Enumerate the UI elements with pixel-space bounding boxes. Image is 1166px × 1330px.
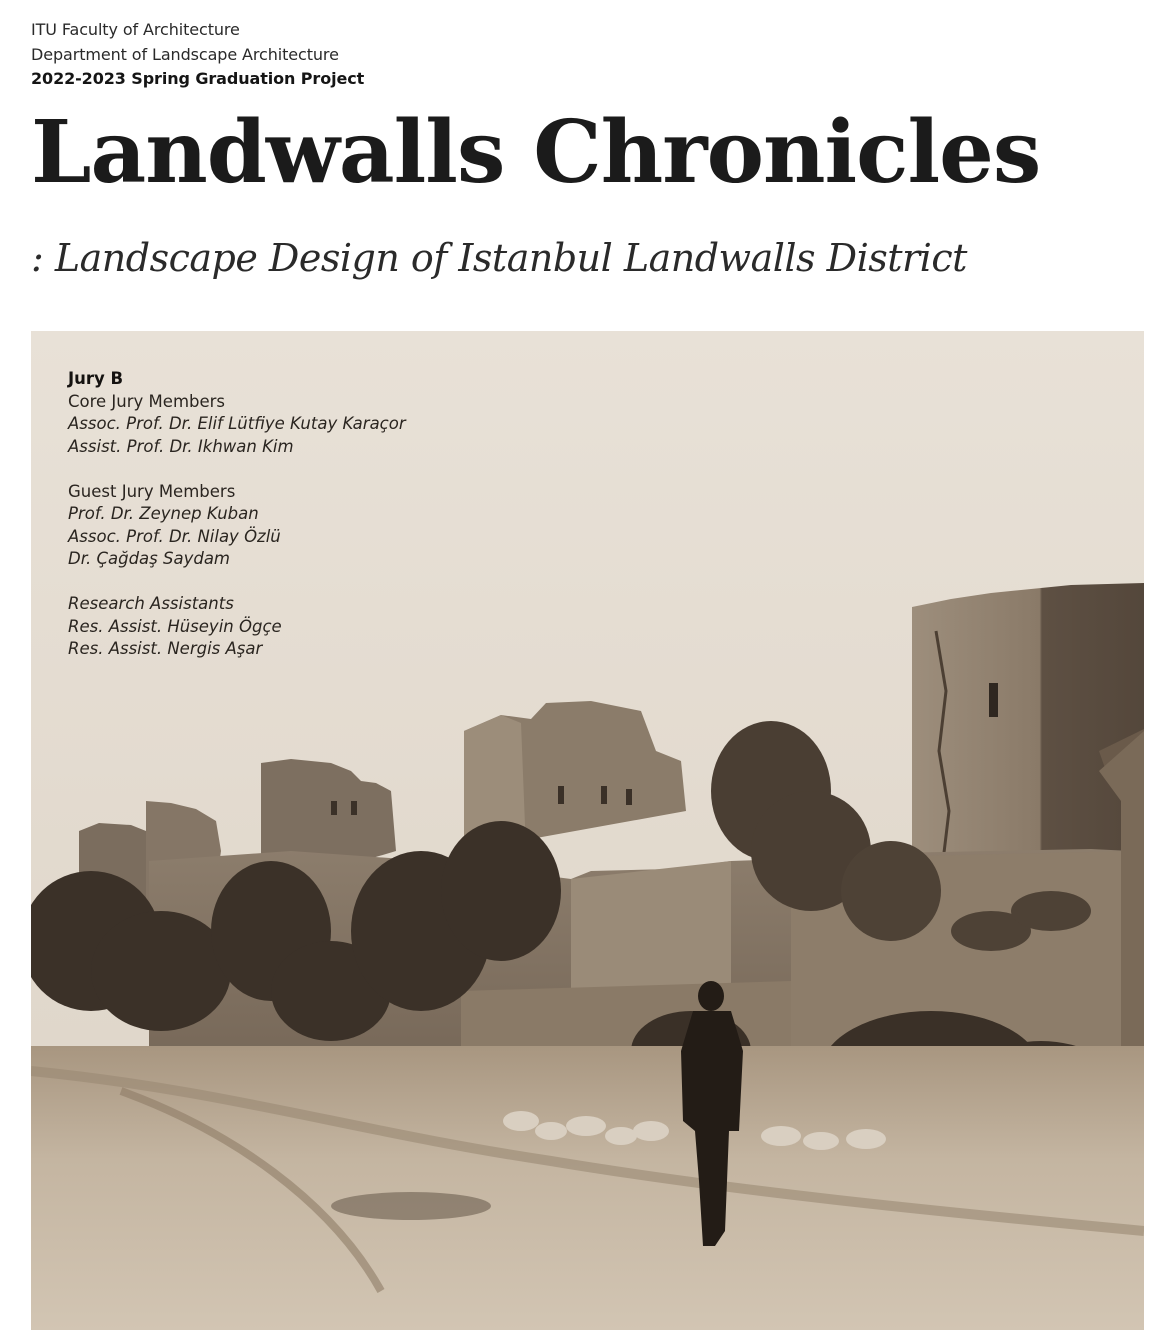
right-tower [912,583,1144,871]
core-jury-member: Assist. Prof. Dr. Ikhwan Kim [68,436,294,456]
guest-jury-member: Prof. Dr. Zeynep Kuban [68,504,259,523]
department-label: Department of Landscape Architecture [31,44,339,64]
page-subtitle: : Landscape Design of Istanbul Landwalls District [31,236,967,280]
jury-list [68,368,406,661]
research-assistant: Res. Assist. Hüseyin Ögçe [68,616,282,636]
header-block [31,18,364,92]
guest-jury-member: Dr. Çağdaş Saydam [68,549,231,568]
research-assistants-heading: Research Assistants [68,594,234,613]
research-assistant: Res. Assist. Nergis Aşar [68,639,263,658]
ground [31,1046,1144,1330]
core-jury-member: Assoc. Prof. Dr. Elif Lütfiye Kutay Karaçor [68,414,406,433]
guest-jury-heading: Guest Jury Members [68,481,236,501]
jury-title: Jury B [68,369,124,388]
core-jury-heading: Core Jury Members [68,391,226,411]
page-title: Landwalls Chronicles [31,102,1041,203]
faculty-label: ITU Faculty of Architecture [31,20,240,39]
project-label: 2022-2023 Spring Graduation Project [31,69,365,88]
guest-jury-member: Assoc. Prof. Dr. Nilay Özlü [68,526,281,546]
